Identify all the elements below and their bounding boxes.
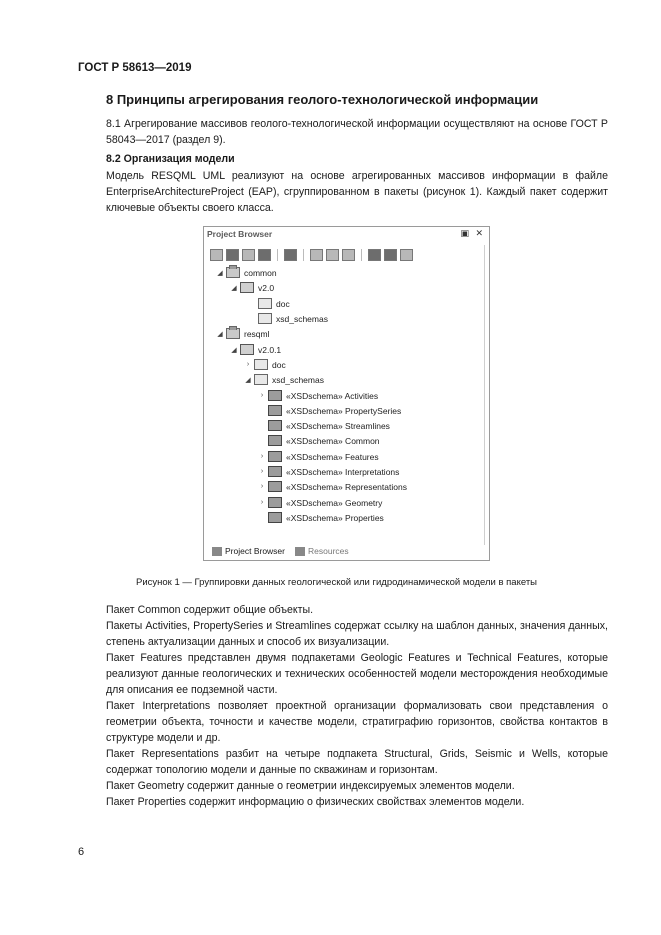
tree-node-xsd-representations xyxy=(258,481,407,492)
para-properties: Пакет Properties содержит информацию о физических свойствах элементов модели. xyxy=(106,796,525,808)
expand-arrow-icon: ◢ xyxy=(231,346,237,354)
collapsed-arrow-icon: › xyxy=(260,468,264,475)
folder-icon xyxy=(258,313,272,324)
expand-arrow-icon: ◢ xyxy=(217,330,223,338)
version-package-icon xyxy=(240,282,254,293)
document-icon xyxy=(310,249,323,261)
tab-project-browser-label: Project Browser xyxy=(225,545,285,556)
xsd-schema-icon xyxy=(268,512,282,523)
new-element-icon xyxy=(242,249,255,261)
figure-caption: Рисунок 1 — Группировки данных геологической или гидродинамической модели в пакеты xyxy=(136,577,538,588)
figure-project-browser xyxy=(203,226,490,561)
tree-node-xsd-schemas xyxy=(248,313,328,324)
tree-node-label: «XSDschema» Representations xyxy=(286,481,407,492)
xsd-schema-icon xyxy=(268,420,282,431)
collapsed-arrow-icon: › xyxy=(260,392,264,399)
tab-project-browser xyxy=(212,546,285,556)
paragraph-8-2 xyxy=(78,168,608,216)
browser-scrollbar xyxy=(484,245,489,545)
folder-icon xyxy=(254,374,268,385)
paragraph-8-1-text: 8.1 Агрегирование массивов геолого-технологической информации осуществляют на основе ГОСТ Р 58043—2017 (раздел 9). xyxy=(106,118,608,146)
settings-icon xyxy=(400,249,413,261)
paragraph-8-1 xyxy=(78,116,608,148)
tree-node-label: doc xyxy=(276,298,290,309)
toolbar-separator xyxy=(277,249,278,261)
tree-node-label: «XSDschema» Features xyxy=(286,451,379,462)
tree-node-label: «XSDschema» Properties xyxy=(286,512,384,523)
new-diagram-icon xyxy=(226,249,239,261)
xsd-schema-icon xyxy=(268,451,282,462)
para-features: Пакет Features представлен двумя подпакетами Geologic Features и Technical Features, которые реализуют данные геологических и технических особенностей модели месторождения необходимые для описания ее подземной части. xyxy=(106,652,608,696)
search-icon xyxy=(284,249,297,261)
toolbar-separator xyxy=(303,249,304,261)
para-representations: Пакет Representations разбит на четыре подпакета Structural, Grids, Seismic и Wells, которые содержат топологию модели и данные по скважинам и горизонтам. xyxy=(106,748,608,776)
tree-node-label: «XSDschema» Geometry xyxy=(286,497,383,508)
tree-node-resqml xyxy=(216,328,270,339)
xsd-schema-icon xyxy=(268,481,282,492)
package-icon xyxy=(226,328,240,339)
package-descriptions xyxy=(78,602,608,810)
tree-node-label: v2.0.1 xyxy=(258,344,282,355)
version-package-icon xyxy=(240,344,254,355)
tree-node-v2-0-1 xyxy=(230,344,281,355)
import-icon xyxy=(342,249,355,261)
tree-node-label: doc xyxy=(272,359,286,370)
tree-node-doc xyxy=(248,298,290,309)
xsd-schema-icon xyxy=(268,405,282,416)
tree-node-label: «XSDschema» PropertySeries xyxy=(286,405,402,416)
tree-node-doc xyxy=(244,359,286,370)
tree-node-label: «XSDschema» Interpretations xyxy=(286,466,400,477)
new-package-icon xyxy=(210,249,223,261)
collapsed-arrow-icon: › xyxy=(260,499,264,506)
tree-node-xsd-properties xyxy=(258,512,384,523)
properties-icon xyxy=(258,249,271,261)
document-header: ГОСТ Р 58613—2019 xyxy=(78,62,192,74)
tree-node-xsd-schemas xyxy=(244,374,324,385)
package-icon xyxy=(226,267,240,278)
para-common: Пакет Common содержит общие объекты. xyxy=(106,604,314,616)
tree-node-label: xsd_schemas xyxy=(272,374,324,385)
page-number: 6 xyxy=(78,846,85,858)
collapsed-arrow-icon: › xyxy=(246,361,250,368)
subsection-title: 8.2 Организация модели xyxy=(106,153,235,165)
tree-node-xsd-streamlines xyxy=(258,420,390,431)
paragraph-8-2-text: Модель RESQML UML реализуют на основе агрегированных массивов информации в файле EnterpriseArchitectureProject (EAP), сгруппированном в пакеты (рисунок 1). Каждый пакет содержит ключевые объекты своего класса. xyxy=(106,170,608,214)
para-geometry: Пакет Geometry содержит данные о геометрии индексируемых элементов модели. xyxy=(106,780,515,792)
tree-node-label: «XSDschema» Streamlines xyxy=(286,420,390,431)
expand-arrow-icon: ◢ xyxy=(217,269,223,277)
folder-icon xyxy=(254,359,268,370)
tree-node-xsd-common xyxy=(258,435,380,446)
section-title: 8 Принципы агрегирования геолого-технологической информации xyxy=(106,92,539,107)
toolbar-separator xyxy=(361,249,362,261)
tree-node-label: «XSDschema» Common xyxy=(286,435,380,446)
collapsed-arrow-icon: › xyxy=(260,453,264,460)
tree-node-v2-0 xyxy=(230,282,274,293)
tree-node-common xyxy=(216,267,277,278)
para-activities: Пакеты Activities, PropertySeries и Streamlines содержат ссылку на шаблон данных, значения данных, степень актуализации данных и способ их визуализации. xyxy=(106,620,608,648)
tree-node-xsd-interpretations xyxy=(258,466,399,477)
tree-node-label: v2.0 xyxy=(258,282,275,293)
tree-node-label: «XSDschema» Activities xyxy=(286,390,379,401)
expand-arrow-icon: ◢ xyxy=(231,284,237,292)
tree-node-label: common xyxy=(244,267,277,278)
dropdown-icon xyxy=(326,249,339,261)
folder-icon xyxy=(258,298,272,309)
xsd-schema-icon xyxy=(268,435,282,446)
tree-node-xsd-features xyxy=(258,451,379,462)
tab-resources xyxy=(295,546,349,556)
move-down-icon xyxy=(384,249,397,261)
project-browser-icon xyxy=(212,547,222,556)
tree-node-xsd-geometry xyxy=(258,497,382,508)
collapsed-arrow-icon: › xyxy=(260,483,264,490)
project-browser-title: Project Browser xyxy=(207,229,273,239)
move-up-icon xyxy=(368,249,381,261)
tab-resources-label: Resources xyxy=(308,545,349,556)
window-buttons: ▣ ✕ xyxy=(460,228,485,238)
expand-arrow-icon: ◢ xyxy=(245,376,251,384)
xsd-schema-icon xyxy=(268,390,282,401)
browser-toolbar xyxy=(210,246,413,264)
para-interpretations: Пакет Interpretations позволяет проектной организации формализовать свои представления о геометрии объекта, точности и качестве модели, стратиграфию горизонтов, свойства контактов в структуре модели и др. xyxy=(106,700,608,744)
browser-tabs xyxy=(212,546,349,556)
tree-node-xsd-propertyseries xyxy=(258,405,401,416)
resources-icon xyxy=(295,547,305,556)
xsd-schema-icon xyxy=(268,466,282,477)
tree-node-label: xsd_schemas xyxy=(276,313,328,324)
xsd-schema-icon xyxy=(268,497,282,508)
tree-node-label: resqml xyxy=(244,328,270,339)
tree-node-xsd-activities xyxy=(258,390,378,401)
